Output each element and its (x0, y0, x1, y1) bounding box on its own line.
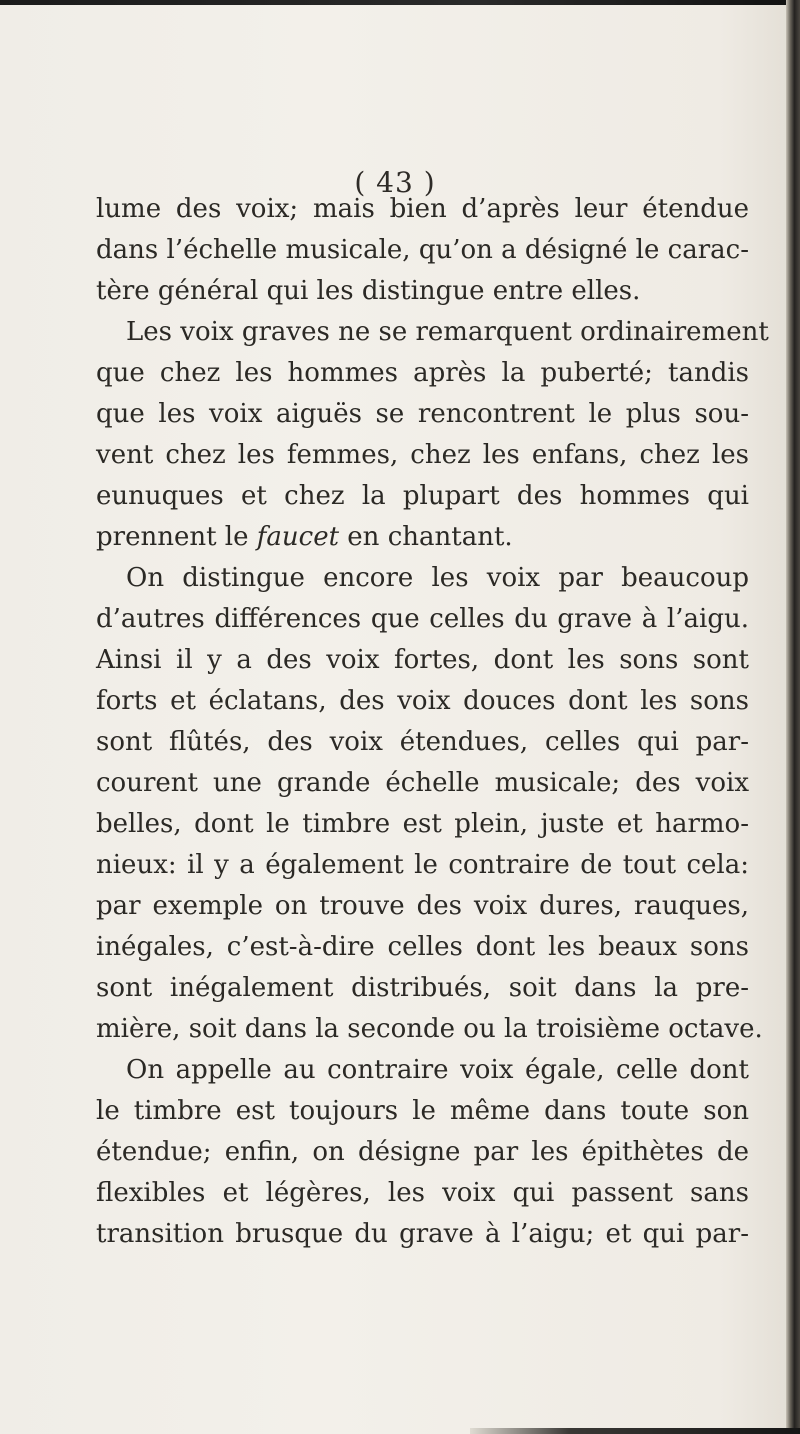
book-spine-shadow (786, 0, 800, 1434)
paragraph-start-line: On distingue encore les voix par beaucoup (126, 563, 749, 593)
text-line: sont flûtés, des voix étendues, celles qui par- (96, 727, 749, 757)
text-line: transition brusque du grave à l’aigu; et qui par- (96, 1219, 749, 1249)
text-line: eunuques et chez la plupart des hommes qui (96, 481, 749, 511)
text-line: vent chez les femmes, chez les enfans, chez les (96, 440, 749, 470)
text-line: mière, soit dans la seconde ou la troisième octave. (96, 1014, 763, 1044)
text-line: tère général qui les distingue entre elles. (96, 276, 641, 306)
text-line: le timbre est toujours le même dans toute son (96, 1096, 749, 1126)
text-line: nieux: il y a également le contraire de tout cela: (96, 850, 749, 880)
text-line: que les voix aiguës se rencontrent le plus sou- (96, 399, 749, 429)
body-text (96, 189, 769, 1255)
paragraph-start-line: Les voix graves ne se remarquent ordinairement (126, 317, 769, 347)
text-line: courent une grande échelle musicale; des voix (96, 768, 749, 798)
page-top-edge (0, 0, 800, 5)
text-line: que chez les hommes après la puberté; tandis (96, 358, 749, 388)
text-line: dans l’échelle musicale, qu’on a désigné le carac- (96, 235, 749, 265)
text-line: flexibles et légères, les voix qui passent sans (96, 1178, 749, 1208)
italic-word: faucet (256, 522, 340, 552)
text-line: lume des voix; mais bien d’après leur étendue (96, 194, 749, 224)
text-line: étendue; enfin, on désigne par les épithètes de (96, 1137, 749, 1167)
text-line: forts et éclatans, des voix douces dont les sons (96, 686, 749, 716)
text-line (96, 517, 749, 558)
text-fragment: prennent le (96, 522, 257, 552)
text-line: belles, dont le timbre est plein, juste et harmo- (96, 809, 749, 839)
paragraph-start-line: On appelle au contraire voix égale, celle dont (126, 1055, 749, 1085)
text-fragment: en chantant. (339, 522, 513, 552)
text-line: inégales, c’est-à-dire celles dont les beaux sons (96, 932, 749, 962)
text-line: sont inégalement distribués, soit dans la pre- (96, 973, 749, 1003)
text-line: d’autres différences que celles du grave à l’aigu. (96, 604, 749, 634)
page-number-header: ( 43 ) (354, 166, 436, 199)
page-bottom-edge (470, 1428, 800, 1434)
text-line: par exemple on trouve des voix dures, rauques, (96, 891, 749, 921)
text-line: Ainsi il y a des voix fortes, dont les sons sont (96, 645, 749, 675)
